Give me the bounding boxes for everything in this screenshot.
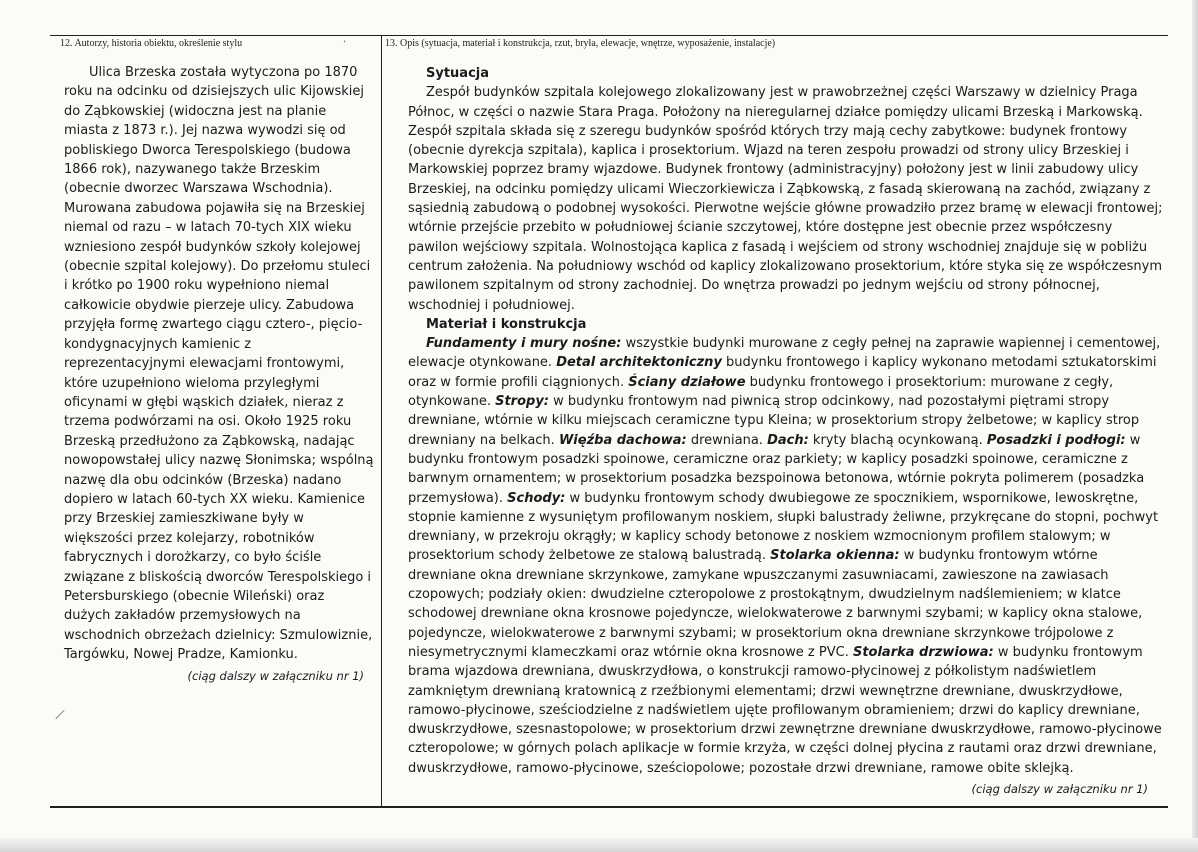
okienna-label: Stolarka okienna: — [770, 548, 900, 564]
dach-text: kryty blachą ocynkowaną. — [808, 432, 987, 448]
bottom-rule — [50, 806, 1168, 808]
schody-label: Schody: — [507, 490, 566, 506]
section-13-header: 13. Opis (sytuacja, materiał i konstrukcja, rzut, bryła, elewacje, wnętrze, wyposażenie, instalacje) — [385, 38, 776, 49]
scan-edge-right — [1192, 0, 1198, 852]
schody-text: w budynku frontowym schody dwubiegowe ze spocznikiem, wspornikowe, lewoskrętne, stopnie kamienne z wysuniętym profilowanym noskiem, słupki balustrady żeliwne, przykręcane do stopni, pochwyt drewniany, w przekroju okrągły; w kaplicy schody betonowe z noskiem wzmocnionym profilem stalowym; w prosektorium schody żelbetowe ze stalową balustradą. — [408, 490, 1159, 564]
pen-mark — [55, 710, 64, 719]
column-divider — [381, 35, 382, 806]
wiezba-text: drewniana. — [686, 432, 768, 448]
top-rule — [50, 35, 1168, 36]
detal-text: budynku frontowego i kaplicy wykonano metodami sztukatorskimi oraz w formie profili ciągnionych. — [408, 355, 1157, 390]
dach-label: Dach: — [767, 432, 809, 448]
wiezba-label: Więźba dachowa: — [558, 432, 687, 448]
sytuacja-text: Zespół budynków szpitala kolejowego zlokalizowany jest w prawobrzeżnej części Warszawy w dzielnicy Praga Północ, w części o nazwie Stara Praga. Położony na nieregularnej działce pomiędzy ulicami Brzeską i Markowską. Zespół szpitala składa się z szeregu budynków spośród których trzy mają cechy zabytkowe: budynek frontowy (obecnie dyrekcja szpitala), kaplica i prosektorium. Wjazd na teren zespołu prowadzi od strony ulicy Brzeskiej i Markowskiej poprzez bramy wjazdowe. Budynek frontowy (administracyjny) położony jest w linii zabudowy ulicy Brzeskiej, na odcinku pomiędzy ulicami Wieczorkiewicza i Ząbkowską, z fasadą skierowaną na zachód, związany z sąsiednią zabudową o podobnej wysokości. Pierwotne wejście główne prowadziło przez bramę w elewacji frontowej; wtórnie przejście przebito w południowej ścianie szczytowej, które dostępne jest obecnie przez współczesny pawilon wejściowy szpitala. Wolnostojąca kaplica z fasadą i wejściem od strony wschodniej znajduje się w pobliżu centrum założenia. Na południowy wschód od kaplicy zlokalizowano prosektorium, które styka się ze współczesnym pawilonem szpitalnym od strony zachodniej. Do wnętrza prowadzi po jednym wejściu od strony północnej, wschodniej i południowej. — [408, 85, 1163, 313]
material-text — [408, 334, 1163, 778]
description-continuation-note: (ciąg dalszy w załączniku nr 1) — [971, 781, 1148, 796]
sciany-text: budynku frontowego i prosektorium: murowane z cegły, otynkowane. — [408, 374, 1114, 410]
history-continuation-note: (ciąg dalszy w załączniku nr 1) — [187, 668, 364, 683]
detal-label: Detal architektoniczny — [556, 355, 722, 371]
stropy-label: Stropy: — [495, 394, 550, 410]
posadzki-label: Posadzki i podłogi: — [986, 432, 1126, 448]
tick-mark: ʼ — [343, 39, 346, 49]
history-text: Ulica Brzeska została wytyczona po 1870 roku na odcinku od dzisiejszych ulic Kijowskiej do Ząbkowskiej (widoczna jest na planie miasta z 1873 r.). Jej nazwa wywodzi się od pobliskiego Dworca Terespolskiego (budowa 1866 rok), nazywanego także Brzeskim (obecnie dworzec Warszawa Wschodnia). Murowana zabudowa pojawiła się na Brzeskiej niemal od razu – w latach 70-tych XIX wieku wzniesiono zespół budynków szkoły kolejowej (obecnie szpital kolejowy). Do przełomu stuleci i krótko po 1900 roku wypełniono niemal całkowicie obydwie pierzeje ulicy. Zabudowa przyjęła formę zwartego ciągu cztero-, pięcio-kondygnacyjnych kamienic z reprezentacyjnymi elewacjami frontowymi, które uzupełniono wieloma przyległymi oficynami w głębi wąskich działek, nieraz z trzema podwórzami na osi. Około 1925 roku Brzeską przedłużono za Ząbkowską, nadając nowopowstałej ulicy nazwę Słonimska; wspólną nazwę dla obu odcinków (Brzeska) nadano dopiero w latach 60-tych XX wieku. Kamienice przy Brzeskiej zamieszkiwane były w większości przez kolejarzy, robotników fabrycznych i dorożkarzy, co było ściśle związane z bliskością dworców Terespolskiego i Petersburskiego (obecnie Wileński) oraz dużych zakładów przemysłowych na wschodnich obrzeżach dzielnicy: Szmulowiznie, Targówku, Nowej Pradze, Kamionku. — [64, 65, 374, 663]
drzwiowa-text: w budynku frontowym brama wjazdowa drewniana, dwuskrzydłowa, o konstrukcji ramowo-płycinowej z półkolistym nadświetlem zamkniętym drewnianą kratownicą z rzeźbionymi elementami; drzwi wewnętrzne drewniane, dwuskrzydłowe, ramowo-płycinowe, sześciodzielne z nadświetlem ujęte profilowanym obramieniem; drzwi do kaplicy drewniane, dwuskrzydłowe, szesnastopolowe; w prosektorium drzwi zewnętrzne drewniane dwuskrzydłowe, ramowo-płycinowe czteropolowe; w górnych polach aplikacje w formie krzyża, w części dolnej płycina z rautami oraz drzwi drewniane, dwuskrzydłowe, ramowo-płycinowe, sześciopolowe; pozostałe drzwi drewniane, ramowe obite sklejką. — [408, 644, 1162, 776]
stropy-text: w budynku frontowym nad piwnicą strop odcinkowy, nad pozostałymi piętrami stropy drewniane, wtórnie w kilku miejscach ceramiczne typu Kleina; w prosektorium stropy żelbetowe; w kaplicy strop drewniany na belkach. — [408, 394, 1140, 448]
section-12-header: 12. Autorzy, historia obiektu, określenie stylu — [60, 38, 243, 49]
posadzki-text: w budynku frontowym posadzki spoinowe, ceramiczne oraz parkiety; w kaplicy posadzki spoinowe, ceramiczne z barwnym ornamentem; w prosektorium posadzka bezspoinowa betonowa, wtórnie pokryta polimerem (posadzka przemysłowa). — [408, 432, 1145, 506]
scan-edge-bottom — [0, 838, 1198, 852]
description-column — [408, 64, 1163, 799]
material-heading: Materiał i konstrukcja — [426, 316, 587, 332]
drzwiowa-label: Stolarka drzwiowa: — [852, 644, 994, 660]
sytuacja-heading: Sytuacja — [426, 66, 490, 81]
okienna-text: w budynku frontowym wtórne drewniane okna drewniane skrzynkowe, zamykane wpuszczanymi zasuwniacami, zawieszone na zawiasach czopowych; podziały okien: dwudzielne czteropolowe z prostokątnym, dwudzielnym nadślemieniem; w klatce schodowej drewniane okna krosnowe pojedyncze, wielokwaterowe z barwnymi szybami; w kaplicy okna stalowe, pojedyncze, wielokwaterowe z barwnymi szybami; w prosektorium okna drewniane skrzynkowe trójpolowe z niesymetrycznymi klameczkami oraz wtórnie okna krosnowe z PVC. — [408, 548, 1143, 660]
fundamenty-label: Fundamenty i mury nośne: — [426, 336, 622, 352]
fundamenty-text: wszystkie budynki murowane z cegły pełnej na zaprawie wapiennej i cementowej, elewacje otynkowane. — [408, 336, 1161, 371]
history-column — [64, 63, 374, 686]
sciany-label: Ściany działowe — [628, 374, 746, 390]
